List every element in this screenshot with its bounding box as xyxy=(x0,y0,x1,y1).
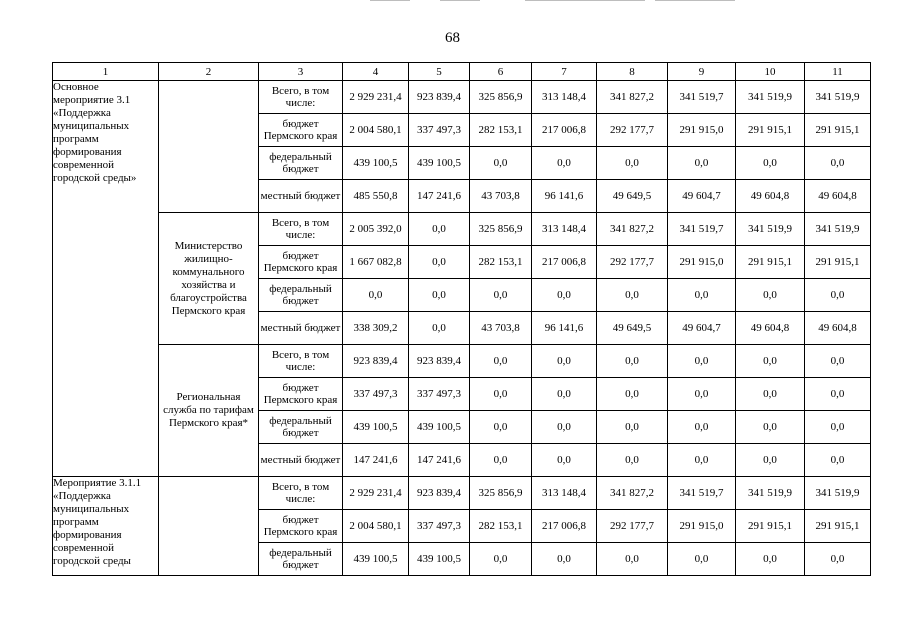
amount-cell: 439 100,5 xyxy=(409,411,470,444)
amount-cell: 439 100,5 xyxy=(409,543,470,576)
amount-cell: 439 100,5 xyxy=(409,147,470,180)
amount-cell: 337 497,3 xyxy=(409,510,470,543)
amount-cell: 0,0 xyxy=(668,444,736,477)
amount-cell: 0,0 xyxy=(532,345,597,378)
column-header: 9 xyxy=(668,63,736,81)
funding-source-cell: местный бюджет xyxy=(259,312,343,345)
column-header: 6 xyxy=(470,63,532,81)
amount-cell: 0,0 xyxy=(668,345,736,378)
amount-cell: 2 004 580,1 xyxy=(343,510,409,543)
amount-cell: 49 604,8 xyxy=(805,312,871,345)
amount-cell: 341 519,7 xyxy=(668,213,736,246)
amount-cell: 0,0 xyxy=(409,312,470,345)
amount-cell: 217 006,8 xyxy=(532,246,597,279)
amount-cell: 1 667 082,8 xyxy=(343,246,409,279)
amount-cell: 0,0 xyxy=(736,411,805,444)
amount-cell: 0,0 xyxy=(597,444,668,477)
amount-cell: 0,0 xyxy=(736,345,805,378)
funding-source-cell: местный бюджет xyxy=(259,444,343,477)
column-number-row xyxy=(53,63,871,81)
amount-cell: 485 550,8 xyxy=(343,180,409,213)
amount-cell: 341 827,2 xyxy=(597,213,668,246)
amount-cell: 439 100,5 xyxy=(343,411,409,444)
funding-source-cell: бюджет Пермского края xyxy=(259,378,343,411)
amount-cell: 0,0 xyxy=(805,147,871,180)
funding-source-cell: федеральный бюджет xyxy=(259,411,343,444)
funding-source-cell: федеральный бюджет xyxy=(259,543,343,576)
amount-cell: 0,0 xyxy=(805,543,871,576)
amount-cell: 0,0 xyxy=(470,543,532,576)
amount-cell: 2 929 231,4 xyxy=(343,81,409,114)
amount-cell: 0,0 xyxy=(470,444,532,477)
column-header: 11 xyxy=(805,63,871,81)
column-header: 4 xyxy=(343,63,409,81)
funding-source-cell: Всего, в том числе: xyxy=(259,477,343,510)
amount-cell: 217 006,8 xyxy=(532,510,597,543)
amount-cell: 147 241,6 xyxy=(409,180,470,213)
amount-cell: 923 839,4 xyxy=(409,477,470,510)
amount-cell: 325 856,9 xyxy=(470,213,532,246)
amount-cell: 341 519,9 xyxy=(805,81,871,114)
amount-cell: 0,0 xyxy=(597,279,668,312)
amount-cell: 0,0 xyxy=(532,543,597,576)
amount-cell: 313 148,4 xyxy=(532,213,597,246)
amount-cell: 341 519,9 xyxy=(736,477,805,510)
amount-cell: 337 497,3 xyxy=(343,378,409,411)
funding-source-cell: бюджет Пермского края xyxy=(259,114,343,147)
amount-cell: 0,0 xyxy=(470,345,532,378)
amount-cell: 217 006,8 xyxy=(532,114,597,147)
amount-cell: 0,0 xyxy=(736,279,805,312)
amount-cell: 292 177,7 xyxy=(597,114,668,147)
amount-cell: 0,0 xyxy=(805,444,871,477)
budget-table xyxy=(52,62,871,576)
amount-cell: 49 604,8 xyxy=(805,180,871,213)
executor-cell: Министерство жилищно-коммунального хозяйства и благоустройства Пермского края xyxy=(159,213,259,345)
column-header: 10 xyxy=(736,63,805,81)
amount-cell: 341 519,7 xyxy=(668,477,736,510)
amount-cell: 291 915,1 xyxy=(805,246,871,279)
amount-cell: 341 827,2 xyxy=(597,81,668,114)
amount-cell: 0,0 xyxy=(409,246,470,279)
table-row xyxy=(53,81,871,114)
funding-source-cell: местный бюджет xyxy=(259,180,343,213)
page-number: 68 xyxy=(445,30,460,46)
funding-source-cell: федеральный бюджет xyxy=(259,147,343,180)
column-header: 5 xyxy=(409,63,470,81)
amount-cell: 0,0 xyxy=(668,279,736,312)
amount-cell: 0,0 xyxy=(668,378,736,411)
amount-cell: 439 100,5 xyxy=(343,543,409,576)
table-row xyxy=(53,213,871,246)
amount-cell: 147 241,6 xyxy=(409,444,470,477)
table-row xyxy=(53,345,871,378)
table-body xyxy=(53,81,871,576)
amount-cell: 0,0 xyxy=(470,411,532,444)
column-header: 2 xyxy=(159,63,259,81)
amount-cell: 0,0 xyxy=(409,213,470,246)
amount-cell: 0,0 xyxy=(736,543,805,576)
amount-cell: 2 929 231,4 xyxy=(343,477,409,510)
amount-cell: 49 649,5 xyxy=(597,312,668,345)
funding-source-cell: Всего, в том числе: xyxy=(259,345,343,378)
amount-cell: 0,0 xyxy=(532,147,597,180)
amount-cell: 341 519,9 xyxy=(736,213,805,246)
amount-cell: 49 604,8 xyxy=(736,180,805,213)
funding-source-cell: Всего, в том числе: xyxy=(259,213,343,246)
amount-cell: 0,0 xyxy=(532,411,597,444)
amount-cell: 291 915,1 xyxy=(736,246,805,279)
amount-cell: 341 827,2 xyxy=(597,477,668,510)
amount-cell: 0,0 xyxy=(597,147,668,180)
amount-cell: 0,0 xyxy=(736,444,805,477)
amount-cell: 96 141,6 xyxy=(532,180,597,213)
amount-cell: 0,0 xyxy=(668,411,736,444)
amount-cell: 337 497,3 xyxy=(409,114,470,147)
amount-cell: 0,0 xyxy=(805,378,871,411)
funding-source-cell: бюджет Пермского края xyxy=(259,246,343,279)
scan-artifact xyxy=(440,0,480,1)
amount-cell: 0,0 xyxy=(532,444,597,477)
amount-cell: 292 177,7 xyxy=(597,246,668,279)
amount-cell: 282 153,1 xyxy=(470,114,532,147)
amount-cell: 0,0 xyxy=(668,543,736,576)
amount-cell: 2 004 580,1 xyxy=(343,114,409,147)
amount-cell: 0,0 xyxy=(409,279,470,312)
column-header: 7 xyxy=(532,63,597,81)
scan-artifact xyxy=(370,0,410,1)
amount-cell: 291 915,1 xyxy=(736,510,805,543)
amount-cell: 291 915,1 xyxy=(736,114,805,147)
amount-cell: 923 839,4 xyxy=(343,345,409,378)
amount-cell: 291 915,1 xyxy=(805,510,871,543)
amount-cell: 0,0 xyxy=(343,279,409,312)
executor-cell xyxy=(159,477,259,576)
amount-cell: 0,0 xyxy=(597,543,668,576)
executor-cell: Региональная служба по тарифам Пермского края* xyxy=(159,345,259,477)
funding-source-cell: бюджет Пермского края xyxy=(259,510,343,543)
amount-cell: 0,0 xyxy=(597,378,668,411)
amount-cell: 338 309,2 xyxy=(343,312,409,345)
amount-cell: 43 703,8 xyxy=(470,180,532,213)
amount-cell: 49 604,8 xyxy=(736,312,805,345)
funding-source-cell: Всего, в том числе: xyxy=(259,81,343,114)
amount-cell: 0,0 xyxy=(805,411,871,444)
amount-cell: 292 177,7 xyxy=(597,510,668,543)
amount-cell: 0,0 xyxy=(805,345,871,378)
column-header: 3 xyxy=(259,63,343,81)
amount-cell: 0,0 xyxy=(668,147,736,180)
amount-cell: 923 839,4 xyxy=(409,345,470,378)
scan-artifact xyxy=(525,0,645,1)
amount-cell: 49 604,7 xyxy=(668,312,736,345)
amount-cell: 0,0 xyxy=(470,147,532,180)
amount-cell: 291 915,1 xyxy=(805,114,871,147)
amount-cell: 2 005 392,0 xyxy=(343,213,409,246)
amount-cell: 291 915,0 xyxy=(668,510,736,543)
table-row xyxy=(53,477,871,510)
amount-cell: 923 839,4 xyxy=(409,81,470,114)
amount-cell: 96 141,6 xyxy=(532,312,597,345)
amount-cell: 282 153,1 xyxy=(470,510,532,543)
column-header: 1 xyxy=(53,63,159,81)
amount-cell: 341 519,9 xyxy=(736,81,805,114)
amount-cell: 0,0 xyxy=(532,279,597,312)
amount-cell: 341 519,9 xyxy=(805,477,871,510)
amount-cell: 341 519,9 xyxy=(805,213,871,246)
funding-source-cell: федеральный бюджет xyxy=(259,279,343,312)
amount-cell: 341 519,7 xyxy=(668,81,736,114)
amount-cell: 439 100,5 xyxy=(343,147,409,180)
amount-cell: 0,0 xyxy=(736,378,805,411)
activity-cell: Мероприятие 3.1.1 «Поддержка муниципальных программ формирования современной городской среды xyxy=(53,477,159,576)
amount-cell: 291 915,0 xyxy=(668,114,736,147)
amount-cell: 313 148,4 xyxy=(532,81,597,114)
scan-artifact xyxy=(655,0,735,1)
amount-cell: 0,0 xyxy=(532,378,597,411)
amount-cell: 0,0 xyxy=(805,279,871,312)
amount-cell: 0,0 xyxy=(597,345,668,378)
amount-cell: 325 856,9 xyxy=(470,81,532,114)
executor-cell xyxy=(159,81,259,213)
amount-cell: 49 604,7 xyxy=(668,180,736,213)
amount-cell: 0,0 xyxy=(597,411,668,444)
amount-cell: 313 148,4 xyxy=(532,477,597,510)
amount-cell: 337 497,3 xyxy=(409,378,470,411)
column-header: 8 xyxy=(597,63,668,81)
amount-cell: 291 915,0 xyxy=(668,246,736,279)
amount-cell: 0,0 xyxy=(736,147,805,180)
amount-cell: 325 856,9 xyxy=(470,477,532,510)
amount-cell: 49 649,5 xyxy=(597,180,668,213)
activity-cell: Основное мероприятие 3.1 «Поддержка муниципальных программ формирования современной городской среды» xyxy=(53,81,159,477)
amount-cell: 43 703,8 xyxy=(470,312,532,345)
amount-cell: 147 241,6 xyxy=(343,444,409,477)
amount-cell: 0,0 xyxy=(470,378,532,411)
amount-cell: 282 153,1 xyxy=(470,246,532,279)
amount-cell: 0,0 xyxy=(470,279,532,312)
